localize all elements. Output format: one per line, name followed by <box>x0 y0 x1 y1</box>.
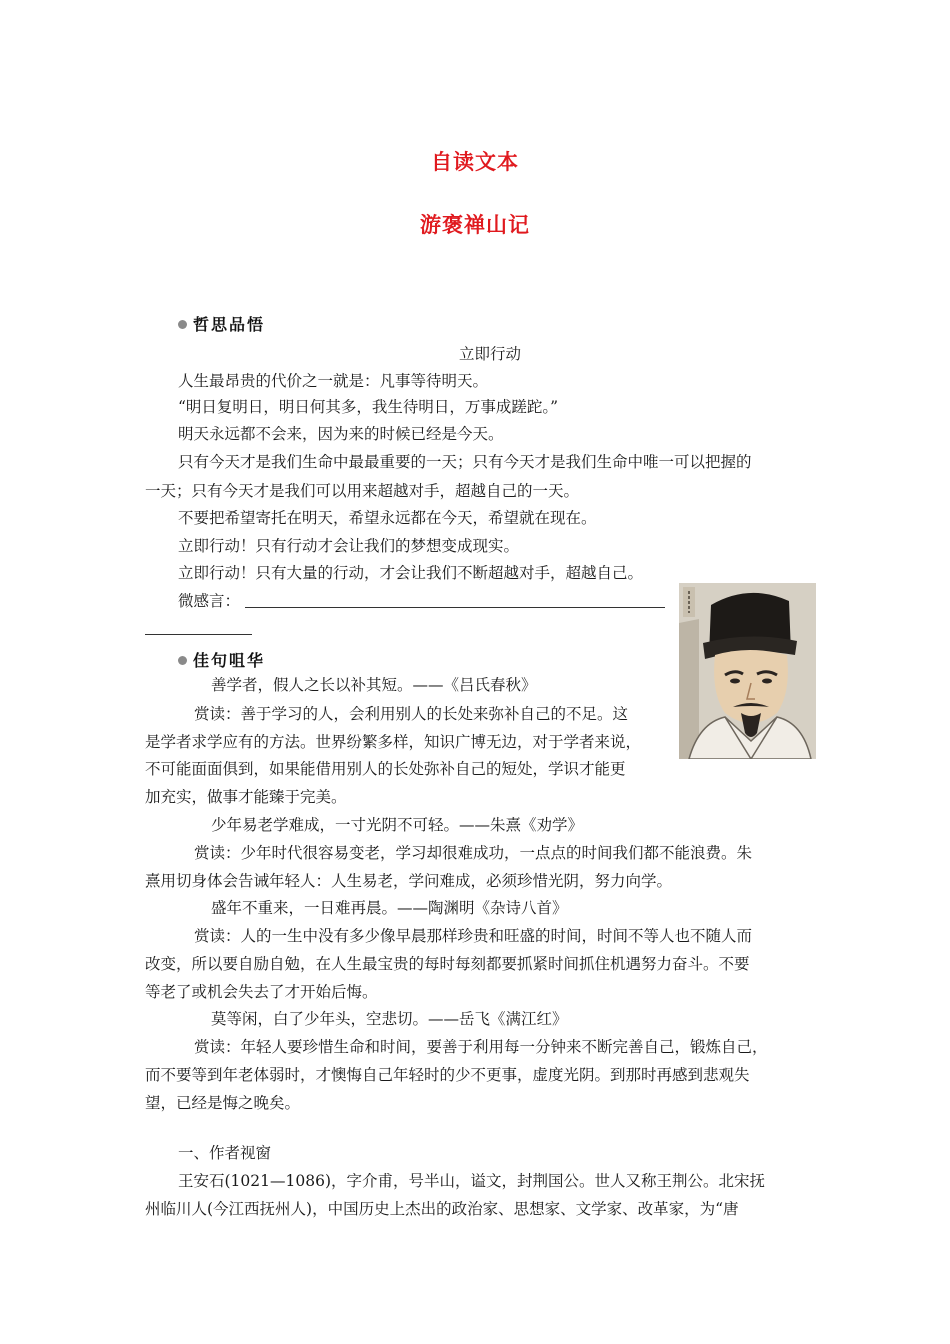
quote-line: 善学者，假人之长以补其短。——《吕氏春秋》 <box>211 676 537 694</box>
paragraph: 明天永远都不会来，因为来的时候已经是今天。 <box>178 425 504 443</box>
commentary-line: 是学者求学应有的方法。世界纷繁多样，知识广博无边，对于学者来说， <box>145 733 642 751</box>
paragraph: 一天；只有今天才是我们可以用来超越对手，超越自己的一天。 <box>145 482 580 500</box>
essay-title: 立即行动 <box>459 345 522 363</box>
bullet-icon <box>178 656 187 665</box>
quote-line: 莫等闲，白了少年头，空悲切。——岳飞《满江红》 <box>211 1010 568 1028</box>
quote-line: 盛年不重来，一日难再晨。——陶渊明《杂诗八首》 <box>211 899 568 917</box>
commentary-line: 赏读：善于学习的人，会利用别人的长处来弥补自己的不足。这 <box>194 705 629 723</box>
commentary-line: 望，已经是悔之晚矣。 <box>145 1094 301 1112</box>
commentary-line: 赏读：少年时代很容易变老，学习却很难成功，一点点的时间我们都不能浪费。朱 <box>194 844 753 862</box>
bullet-icon <box>178 320 187 329</box>
portrait-illustration <box>679 583 816 759</box>
commentary-line: 改变，所以要自励自勉，在人生最宝贵的每时每刻都要抓紧时间抓住机遇努力奋斗。不要 <box>145 955 750 973</box>
commentary-line: 等老了或机会失去了才开始后悔。 <box>145 983 378 1001</box>
paragraph: 不要把希望寄托在明天，希望永远都在今天，希望就在现在。 <box>178 509 597 527</box>
reflection-blank-line <box>245 607 665 608</box>
section-heading-label: 佳句咀华 <box>193 651 266 670</box>
paragraph: 立即行动！只有大量的行动，才会让我们不断超越对手，超越自己。 <box>178 564 644 582</box>
reflection-blank-line <box>145 634 252 635</box>
quote-line: 少年易老学难成，一寸光阴不可轻。——朱熹《劝学》 <box>211 816 584 834</box>
commentary-line: 不可能面面俱到，如果能借用别人的长处弥补自己的短处，学识才能更 <box>145 760 626 778</box>
author-bio-line: 州临川人(今江西抚州人)，中国历史上杰出的政治家、思想家、文学家、改革家，为“唐 <box>145 1200 739 1218</box>
reflection-label: 微感言： <box>178 592 241 610</box>
commentary-line: 而不要等到年老体弱时，才懊悔自己年轻时的少不更事，虚度光阴。到那时再感到悲观失 <box>145 1066 750 1084</box>
paragraph: 立即行动！只有行动才会让我们的梦想变成现实。 <box>178 537 520 555</box>
author-portrait <box>679 583 816 759</box>
section-heading-author: 一、作者视窗 <box>178 1144 272 1162</box>
page-title: 自读文本 <box>431 150 519 174</box>
commentary-line: 赏读：人的一生中没有多少像早晨那样珍贵和旺盛的时间，时间不等人也不随人而 <box>194 927 753 945</box>
author-bio-line: 王安石(1021—1086)，字介甫，号半山，谥文，封荆国公。世人又称王荆公。北宋抚 <box>178 1172 765 1190</box>
paragraph: “明日复明日，明日何其多，我生待明日，万事成蹉跎。” <box>178 398 559 416</box>
section-heading-zhesi <box>178 312 265 335</box>
commentary-line: 加充实，做事才能臻于完美。 <box>145 788 347 806</box>
paragraph: 人生最昂贵的代价之一就是：凡事等待明天。 <box>178 372 489 390</box>
article-title: 游褒禅山记 <box>420 213 530 237</box>
commentary-line: 熹用切身体会告诫年轻人：人生易老，学问难成，必须珍惜光阴，努力向学。 <box>145 872 673 890</box>
section-heading-jiaju <box>178 648 265 671</box>
commentary-line: 赏读：年轻人要珍惜生命和时间，要善于利用每一分钟来不断完善自己，锻炼自己， <box>194 1038 768 1056</box>
paragraph: 只有今天才是我们生命中最最重要的一天；只有今天才是我们生命中唯一可以把握的 <box>178 453 752 471</box>
section-heading-label: 哲思品悟 <box>193 315 266 334</box>
